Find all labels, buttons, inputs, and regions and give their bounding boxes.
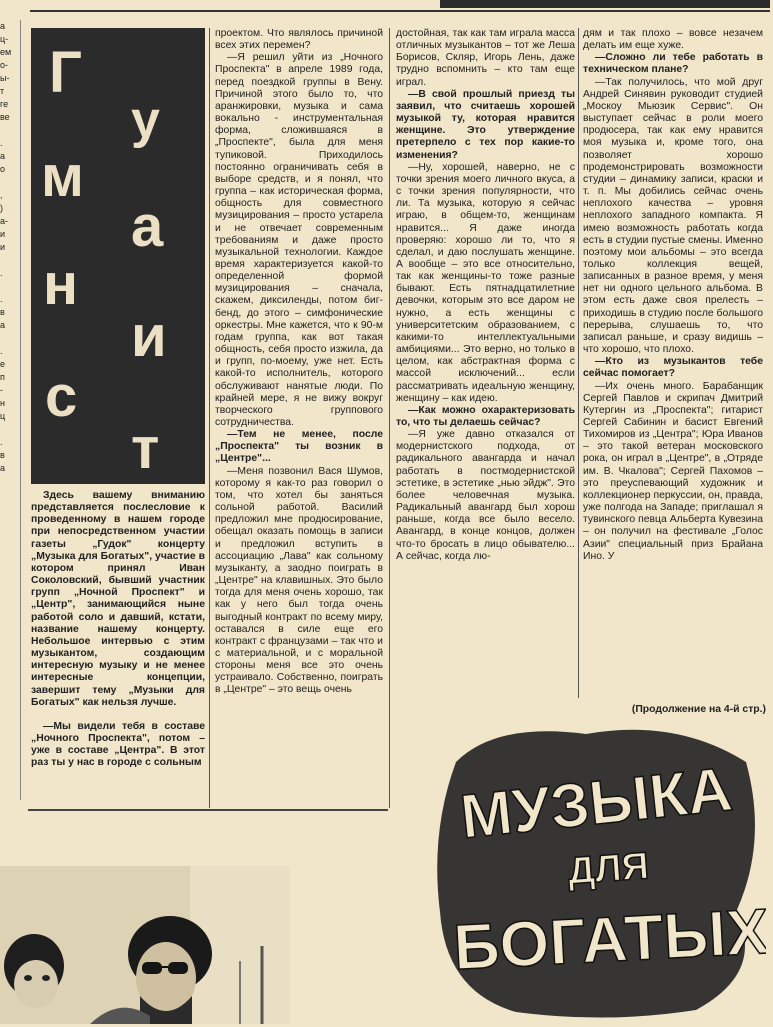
logo-word-2: ДЛЯ	[566, 845, 651, 893]
text-paragraph: дям и так плохо – вовсе незачем делать им еще хуже.	[583, 28, 763, 52]
previous-column-line: ве	[0, 112, 10, 122]
interview-column-3	[396, 28, 575, 696]
text-paragraph: —Меня позвонил Вася Шумов, которому я как-то раз говорил о том, что хотел бы заняться сольной работой. Василий предложил мне продюсирование, обещал оказать помощь в записи и предложил вступить в ассоциацию „Лава" как сольному музыканту, а заодно поиграть в „Центре" на клавишных. Это было тогда для меня очень хорошо, так как у него был тогда очень выгодный контракт по всему миру, оставался в силе еще его контракт с французами – так что и с материальной, и с моральной стороны меня все это очень устраивало. Собственно, поиграть в „Центре" – это вещь очень	[215, 465, 383, 696]
previous-column-line: н	[0, 398, 5, 408]
bottom-rule	[28, 809, 388, 811]
column-divider	[578, 28, 579, 698]
intro-paragraph: Здесь вашему вниманию представляется послесловие к проведенному в нашем городе при непосредственном участии газеты „Гудок" концерту „Музыка для Богатых", участие в котором принял Иван Соколовский, бывший участник групп „Ночной Проспект" и „Центр", занимающийся ныне работой соло и давший, кстати, название нашему концерту. Небольшое интервью с этим музыкантом, создающим интересную музыку и не менее интересные концепции, завершит тему „Музыки для Богатых" как нельзя лучше.	[31, 490, 205, 708]
question-paragraph: —В свой прошлый приезд ты заявил, что считаешь хорошей музыкой ту, которая нравится женщине. Это утверждение претерпело с тех пор какие-то изменения?	[396, 88, 575, 161]
previous-column-line: ц	[0, 411, 6, 421]
headline-letter: т	[131, 416, 160, 481]
continuation-note: (Продолжение на 4-й стр.)	[631, 704, 766, 715]
previous-column-line: .	[0, 294, 3, 304]
previous-column-line: .	[0, 268, 3, 278]
logo-artwork	[436, 722, 766, 1022]
previous-column-line	[0, 124, 20, 137]
question-paragraph: —Сложно ли тебе работать в техническом плане?	[583, 52, 763, 76]
question-paragraph: —Как можно охарактеризовать то, что ты делаешь сейчас?	[396, 404, 575, 428]
previous-column-fragment	[0, 20, 21, 800]
text-paragraph: —Я решил уйти из „Ночного Проспекта" в апреле 1989 года, перед поездкой группы в Вену. Причиной этого было то, что аранжировки, музыка и сама вокально - инструментальная форма, сложившаяся в „Проспекте", была для меня тупиковой. Приходилось постоянно ограничивать себя в выборе средств, и я понял, что группа – как историческая форма, общность для совместного музицирования – просто устарела и не отвечает современным требованиям и даже просто музыкальной технологии. Каждое время характеризуется какой-то определенной формой музицирования – сначала, скажем, диксиленды, потом биг-бенд, до этого – симфонические оркестры. Мне кажется, что к 90-м годам группа, как вот такая общность, себя просто изжила, да и групп, по-моему, уже нет. Есть какой-то исполнитель, которого обслуживают нанятые люди. По крайней мере, я не вижу вокруг творческого группового сотрудничества.	[215, 52, 383, 428]
top-rule	[30, 0, 770, 12]
previous-column-line: ге	[0, 99, 9, 109]
previous-column-line: ем	[0, 47, 12, 57]
previous-column-line: т	[0, 86, 5, 96]
previous-column-line: п	[0, 372, 5, 382]
text-paragraph: достойная, так как там играла масса отличных музыкантов – тот же Леша Борисов, Скляр, Игорь Лень, даже трудно вспомнить – кто там еще играл.	[396, 28, 575, 88]
previous-column-line: и	[0, 229, 6, 239]
previous-column-line: о-	[0, 60, 9, 70]
previous-column-line	[0, 280, 20, 293]
top-image-strip	[440, 0, 770, 8]
logo-word-1: МУЗЫКА	[457, 754, 736, 853]
headline-letter: и	[131, 304, 167, 369]
logo-word-3: БОГАТЫХ	[451, 894, 766, 984]
previous-column-line: в	[0, 450, 5, 460]
text-paragraph: проектом. Что являлось причиной всех этих перемен?	[215, 28, 383, 52]
previous-column-line	[0, 423, 20, 436]
previous-column-line	[0, 332, 20, 345]
previous-column-line: о	[0, 164, 6, 174]
question-paragraph: —Мы видели тебя в составе „Ночного Проспекта", потом – уже в составе „Центра". В этот раз ты у нас в городе с сольным	[31, 720, 205, 769]
previous-column-line: а	[0, 463, 6, 473]
text-paragraph: —Их очень много. Барабанщик Сергей Павлов и скрипач Дмитрий Кутергин из „Проспекта"; гитарист Сергей Сабинин и басист Евгений Тихомиров из „Центра"; Юра Иванов – это такой ветеран московского рока, он играл в „Центре", в „Отряде им. В. Чкалова"; Сергей Пахомов – это преуспевающий художник и коллекционер перкуссии, он, правда, уже полгода на Западе; приглашал я тувинского певца Альберта Кувезина – он получил на фестивале „Голос Азии" специальный приз Брайана Ино. У	[583, 380, 763, 562]
musicians-photo	[0, 866, 290, 1024]
previous-column-line	[0, 176, 20, 189]
previous-column-line: е	[0, 359, 6, 369]
column-divider	[209, 28, 210, 808]
text-paragraph: —Я уже давно отказался от модернистского подхода, от радикального авангарда и начал работать в постмодернистской эстетике, в эстетике „нью эйдж". Это более человечная музыка. Радикальный авангард был хорош раньше, когда все было весело. Авангард, в конце концов, должен что-то бросать в лицо обывателю... А сейчас, когда лю-	[396, 429, 575, 562]
text-paragraph: —Ну, хорошей, наверно, не с точки зрения моего личного вкуса, а с точки зрения популярности, что ли. Та музыка, которую я сейчас играю, в общем-то, женщинам нравится... Я даже иногда проверяю: хорошо ли то, что я сделал, и даю послушать женщине. А вообще – это все относительно, так как женщины-то тоже разные бывают. Есть пятнадцатилетние девочки, которым это все даром не нужно, а есть женщины с университетским образованием, с какими-то интеллектуальными амбициями... Это верно, но только в целом, как абстрактная форма с массой исключений... если рассматривать идеальную женщину, женщину – как идею.	[396, 161, 575, 404]
previous-column-line	[0, 254, 20, 267]
previous-column-line: а	[0, 320, 6, 330]
previous-column-line: а	[0, 151, 6, 161]
previous-column-line: -	[0, 385, 3, 395]
headline-letter: Г	[49, 40, 82, 105]
previous-column-line: .	[0, 346, 3, 356]
previous-column-line: )	[0, 203, 3, 213]
previous-column-line: и	[0, 242, 6, 252]
question-paragraph: —Тем не менее, после „Проспекта" ты возник в „Центре"...	[215, 429, 383, 465]
previous-column-line: ы-	[0, 73, 10, 83]
interview-column-4	[583, 28, 763, 700]
interview-column-2	[215, 28, 383, 806]
headline-letter: у	[131, 91, 160, 149]
headline-letter: н	[43, 252, 79, 317]
headline-letter: м	[41, 144, 84, 209]
text-paragraph: —Так получилось, что мой друг Андрей Синявин руководит студией „Москоу Мьюзик Сервис". Он выступает сейчас в роли моего продюсера, так как ему нравится моя музыка и, кроме того, она позволяет хорошо продемонстрировать возможности студии – динамику записи, краски и т. п. Мы добились сейчас очень неплохого качества – уровня неплохого западного компакта. Я имею возможность работать когда есть в студии пустые смены. Именно поэтому мои альбомы – это всегда только коллекция вещей, записанных в разное время, у меня нет ни одного цельного альбома. В этом есть даже своя прелесть – приходишь в студию после большого перерыва, слушаешь то, что записал раньше, и сразу видишь – что хорошо, что плохо.	[583, 76, 763, 356]
previous-column-line: в	[0, 307, 5, 317]
headline-letter: с	[45, 364, 78, 429]
previous-column-line: а	[0, 21, 6, 31]
photo-illustration	[0, 866, 290, 1024]
previous-column-line: .	[0, 138, 3, 148]
previous-column-line: ц-	[0, 34, 9, 44]
previous-column-line: а-	[0, 216, 9, 226]
intro-column	[31, 490, 205, 802]
previous-column-line: ,	[0, 190, 3, 200]
music-for-rich-logo	[436, 722, 766, 1022]
column-divider	[389, 28, 390, 808]
headline-letter: а	[131, 194, 164, 259]
question-paragraph: —Кто из музыкантов тебе сейчас помогает?	[583, 356, 763, 380]
headline-banner	[31, 28, 205, 484]
previous-column-line: .	[0, 437, 3, 447]
